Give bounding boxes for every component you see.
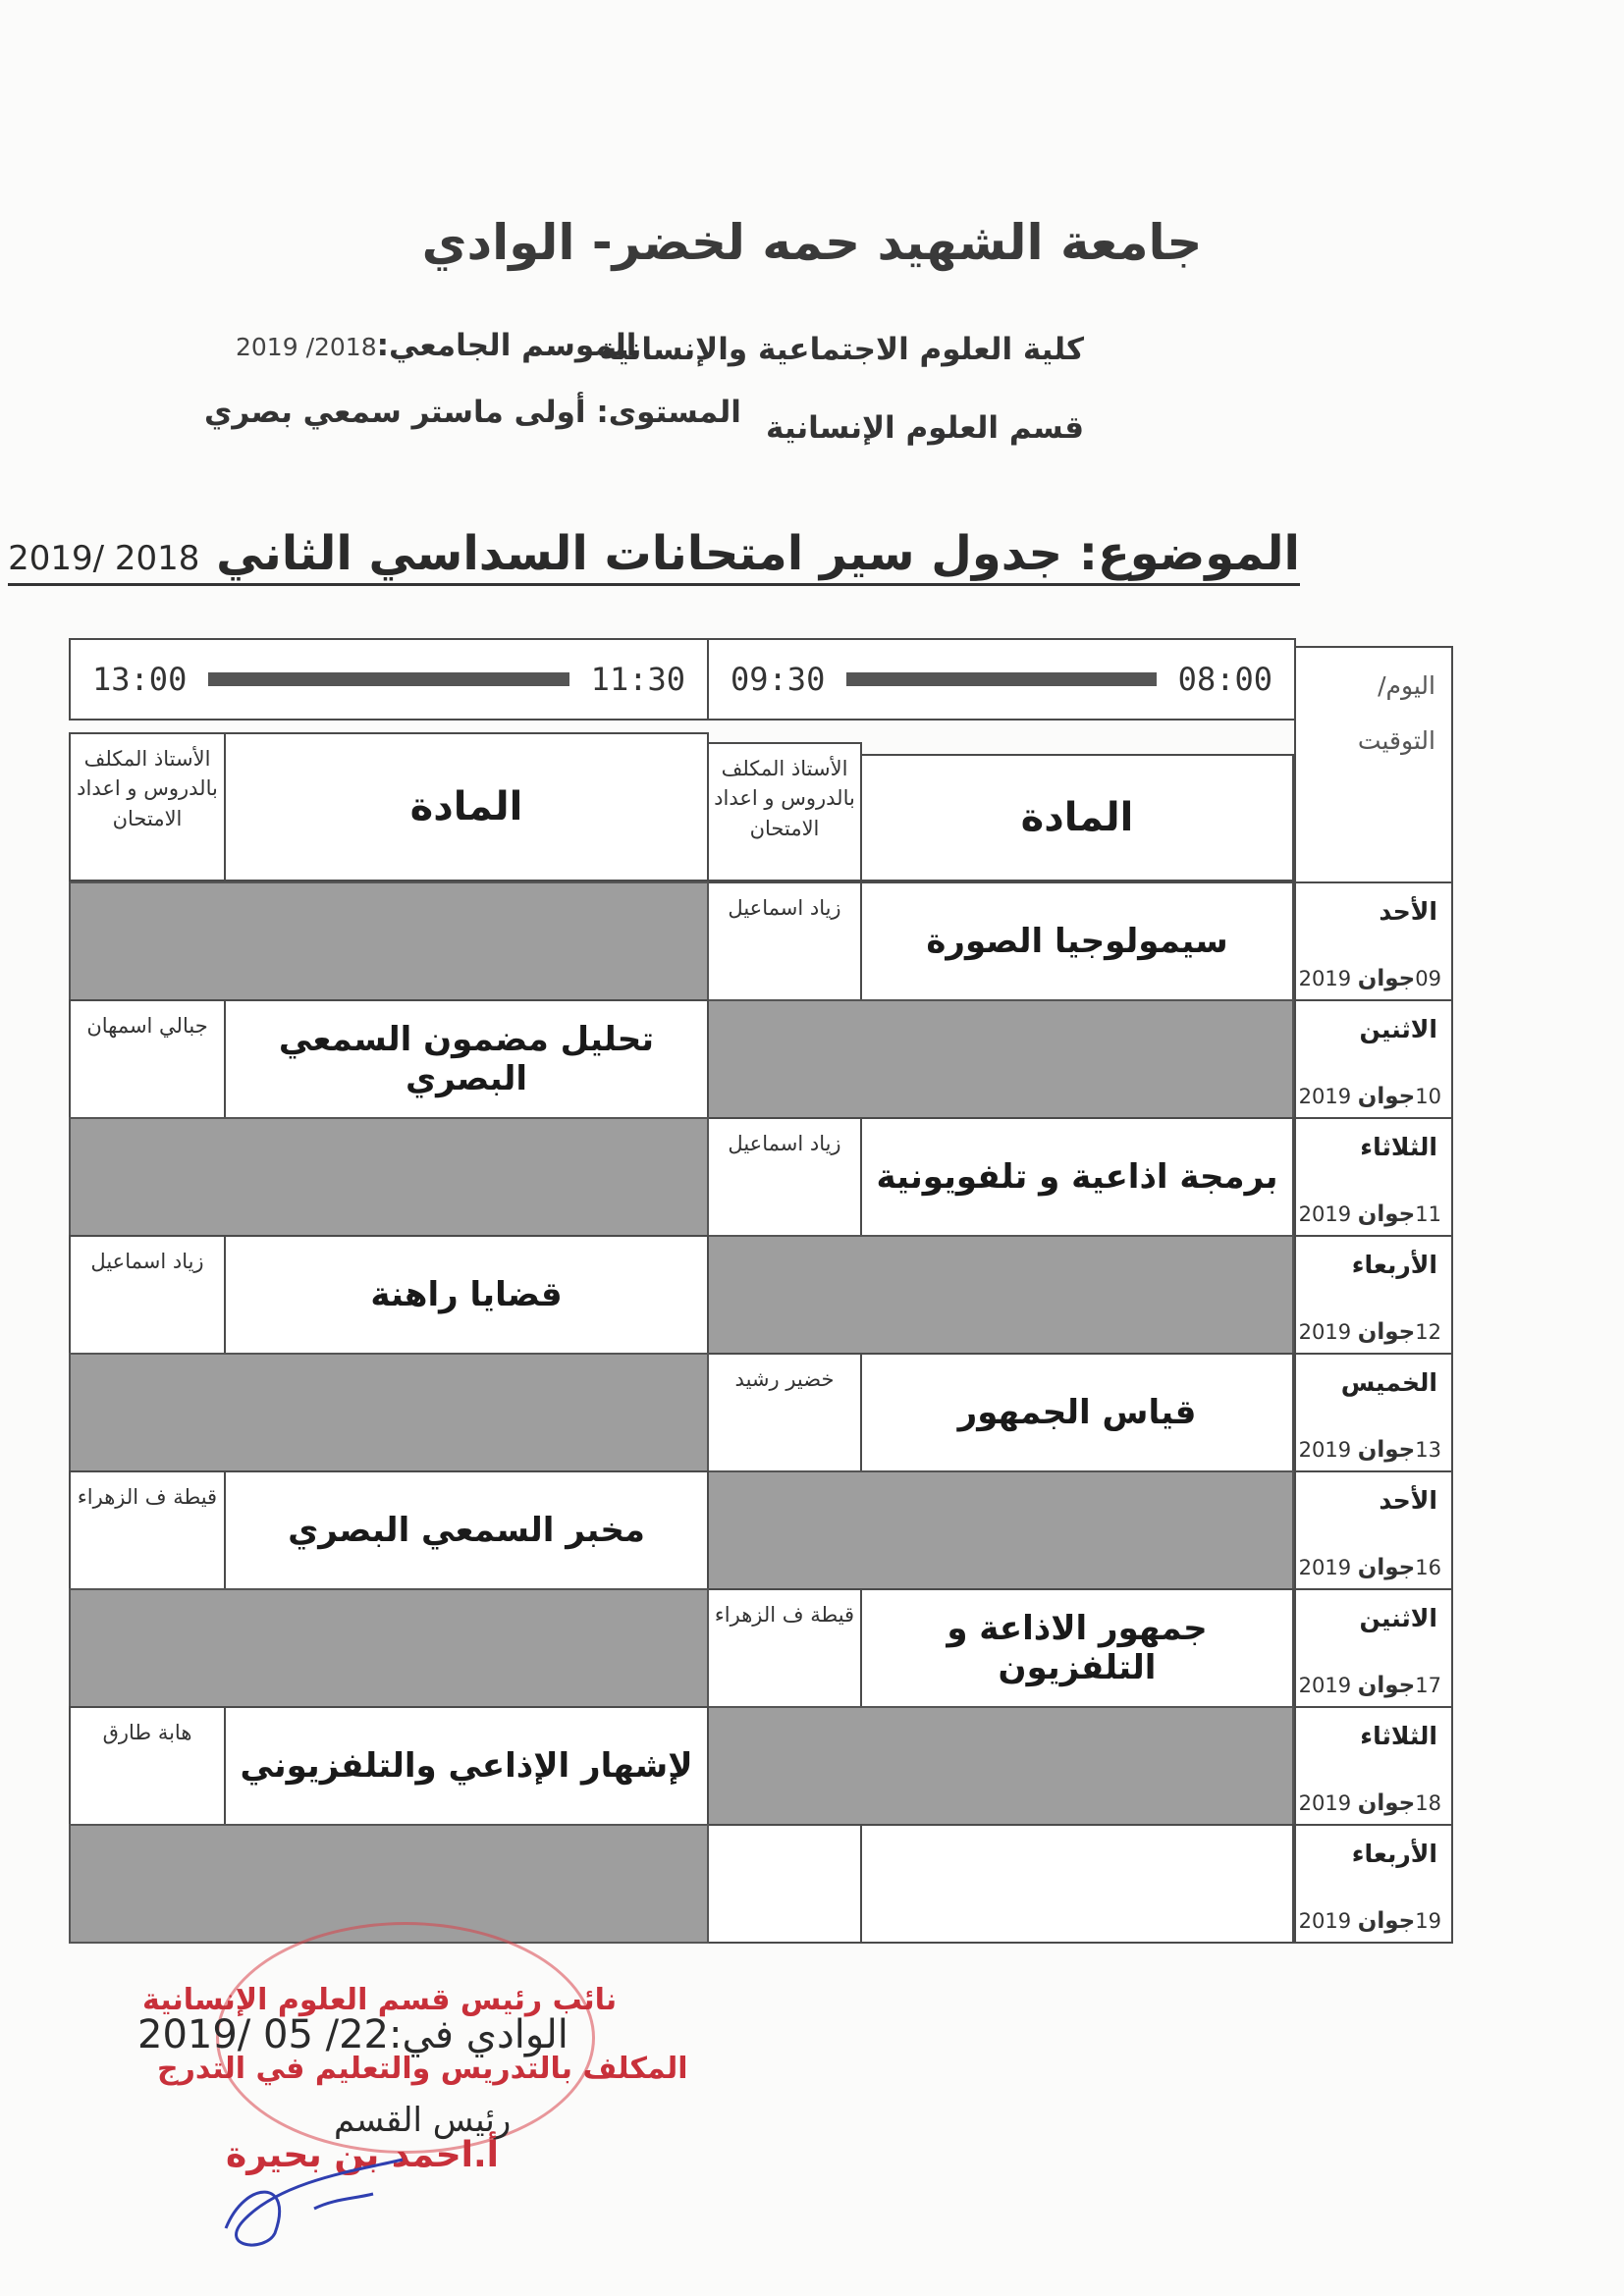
exam-date (1299, 1555, 1441, 1580)
afternoon-subject-header: المادة (224, 732, 709, 881)
afternoon-empty-slot (69, 881, 709, 1001)
day-cell (1294, 1706, 1453, 1826)
date-day-number: 11 (1415, 1202, 1441, 1226)
exam-date (1299, 1437, 1441, 1463)
day-cell (1294, 1588, 1453, 1708)
date-month: جوان (1357, 1790, 1416, 1816)
date-day-number: 13 (1415, 1438, 1441, 1462)
exam-date (1299, 1908, 1441, 1934)
academic-season (236, 328, 636, 363)
morning-empty-slot (707, 999, 1294, 1119)
morning-subject-cell (860, 1824, 1294, 1944)
corner-header (1294, 646, 1453, 901)
date-month: جوان (1357, 1084, 1416, 1109)
afternoon-subject-cell: قضايا راهنة (224, 1235, 709, 1355)
date-month: جوان (1357, 1437, 1416, 1463)
date-day-number: 19 (1415, 1909, 1441, 1933)
date-year: 2019 (1298, 1791, 1352, 1815)
corner-time-label: التوقيت (1357, 726, 1435, 755)
date-month: جوان (1357, 1555, 1416, 1580)
morning-subject-cell: جمهور الاذاعة و التلفزيون (860, 1588, 1294, 1708)
document-date: الوادي في:22/ 05 /2019 (137, 2012, 568, 2057)
stamp-text-vice-head: نائب رئيس قسم العلوم الإنسانية (142, 1983, 618, 2017)
afternoon-end-time: 13:00 (92, 661, 188, 698)
date-year: 2019 (1298, 1909, 1352, 1933)
afternoon-prof-cell: جبالي اسمهان (69, 999, 226, 1119)
morning-empty-slot (707, 1235, 1294, 1355)
afternoon-prof-cell: هابة طارق (69, 1706, 226, 1826)
date-year: 2019 (1298, 1085, 1352, 1108)
date-day-number: 17 (1415, 1674, 1441, 1697)
exam-date (1299, 1790, 1441, 1816)
faculty-name: كلية العلوم الاجتماعية والإنسانية (599, 332, 1084, 367)
date-month: جوان (1357, 1319, 1416, 1345)
date-month: جوان (1357, 1201, 1416, 1227)
afternoon-start-time: 11:30 (590, 661, 685, 698)
date-month: جوان (1357, 1673, 1416, 1698)
date-day-number: 10 (1415, 1085, 1441, 1108)
date-year: 2019 (1298, 1556, 1352, 1579)
day-cell (1294, 881, 1453, 1001)
day-name: الاثنين (1359, 1604, 1437, 1632)
exam-date (1299, 1319, 1441, 1345)
exam-date (1299, 1201, 1441, 1227)
day-name: الثلاثاء (1360, 1722, 1437, 1750)
afternoon-subject-cell: لإشهار الإذاعي والتلفزيوني (224, 1706, 709, 1826)
stamp-text-teaching: المكلف بالتدريس والتعليم في التدرج (157, 2052, 688, 2086)
subject-year: 2018 /2019 (8, 539, 200, 578)
exam-schedule-table (69, 616, 1453, 1949)
afternoon-empty-slot (69, 1117, 709, 1237)
morning-prof-cell: زياد اسماعيل (707, 881, 862, 1001)
date-day-number: 12 (1415, 1320, 1441, 1344)
day-name: الأحد (1379, 897, 1437, 926)
day-name: الاثنين (1359, 1015, 1437, 1043)
day-cell (1294, 1353, 1453, 1472)
morning-subject-header: المادة (860, 754, 1294, 881)
date-year: 2019 (1298, 1202, 1352, 1226)
day-name: الأربعاء (1351, 1251, 1437, 1279)
day-cell (1294, 1470, 1453, 1590)
afternoon-prof-header: الأستاذ المكلف بالدروس و اعداد الامتحان (69, 732, 226, 881)
university-name: جامعة الشهيد حمه لخضر- الوادي (421, 214, 1203, 271)
day-name: الثلاثاء (1360, 1133, 1437, 1161)
afternoon-prof-cell: زياد اسماعيل (69, 1235, 226, 1355)
afternoon-empty-slot (69, 1353, 709, 1472)
morning-start-time: 08:00 (1177, 661, 1272, 698)
date-month: جوان (1357, 966, 1416, 991)
morning-empty-slot (707, 1706, 1294, 1826)
morning-end-time: 09:30 (731, 661, 826, 698)
time-bar-line (208, 672, 568, 686)
date-year: 2019 (1298, 1438, 1352, 1462)
department-name: قسم العلوم الإنسانية (766, 410, 1084, 446)
exam-date (1299, 966, 1441, 991)
morning-empty-slot (707, 1470, 1294, 1590)
season-value: 2018/ 2019 (236, 333, 377, 361)
date-day-number: 18 (1415, 1791, 1441, 1815)
day-name: الخميس (1340, 1368, 1437, 1397)
date-day-number: 09 (1415, 967, 1441, 990)
day-cell (1294, 1117, 1453, 1237)
morning-prof-cell: قيطة ف الزهراء (707, 1588, 862, 1708)
morning-prof-cell (707, 1824, 862, 1944)
day-cell (1294, 1824, 1453, 1944)
handwritten-signature-icon (206, 2140, 442, 2258)
date-month: جوان (1357, 1908, 1416, 1934)
morning-subject-cell: برمجة اذاعية و تلفويونية (860, 1117, 1294, 1237)
head-of-department-title: رئيس القسم (334, 2101, 512, 2140)
morning-subject-cell: قياس الجمهور (860, 1353, 1294, 1472)
date-year: 2019 (1298, 1674, 1352, 1697)
date-year: 2019 (1298, 1320, 1352, 1344)
day-cell (1294, 999, 1453, 1119)
morning-prof-header: الأستاذ المكلف بالدروس و اعداد الامتحان (707, 742, 862, 881)
morning-prof-cell: خضير رشيد (707, 1353, 862, 1472)
afternoon-empty-slot (69, 1588, 709, 1708)
document-subject (8, 526, 1300, 586)
morning-prof-cell: زياد اسماعيل (707, 1117, 862, 1237)
day-cell (1294, 1235, 1453, 1355)
afternoon-subject-cell: مخبر السمعي البصري (224, 1470, 709, 1590)
afternoon-time-header (69, 638, 709, 721)
day-name: الأحد (1379, 1486, 1437, 1515)
afternoon-subject-cell: تحليل مضمون السمعي البصري (224, 999, 709, 1119)
morning-time-header (707, 638, 1296, 721)
study-level: المستوى: أولى ماستر سمعي بصري (204, 395, 741, 430)
time-bar-line (846, 672, 1156, 686)
date-year: 2019 (1298, 967, 1352, 990)
morning-subject-cell: سيمولوجيا الصورة (860, 881, 1294, 1001)
exam-date (1299, 1084, 1441, 1109)
date-day-number: 16 (1415, 1556, 1441, 1579)
corner-day-label: اليوم/ (1378, 671, 1435, 700)
season-label: الموسم الجامعي: (376, 328, 637, 363)
day-name: الأربعاء (1351, 1840, 1437, 1868)
afternoon-prof-cell: قيطة ف الزهراء (69, 1470, 226, 1590)
exam-date (1299, 1673, 1441, 1698)
signatory-name: أ.احمد بن بحيرة (226, 2135, 500, 2175)
subject-label: الموضوع: جدول سير امتحانات السداسي الثاني (216, 526, 1300, 581)
